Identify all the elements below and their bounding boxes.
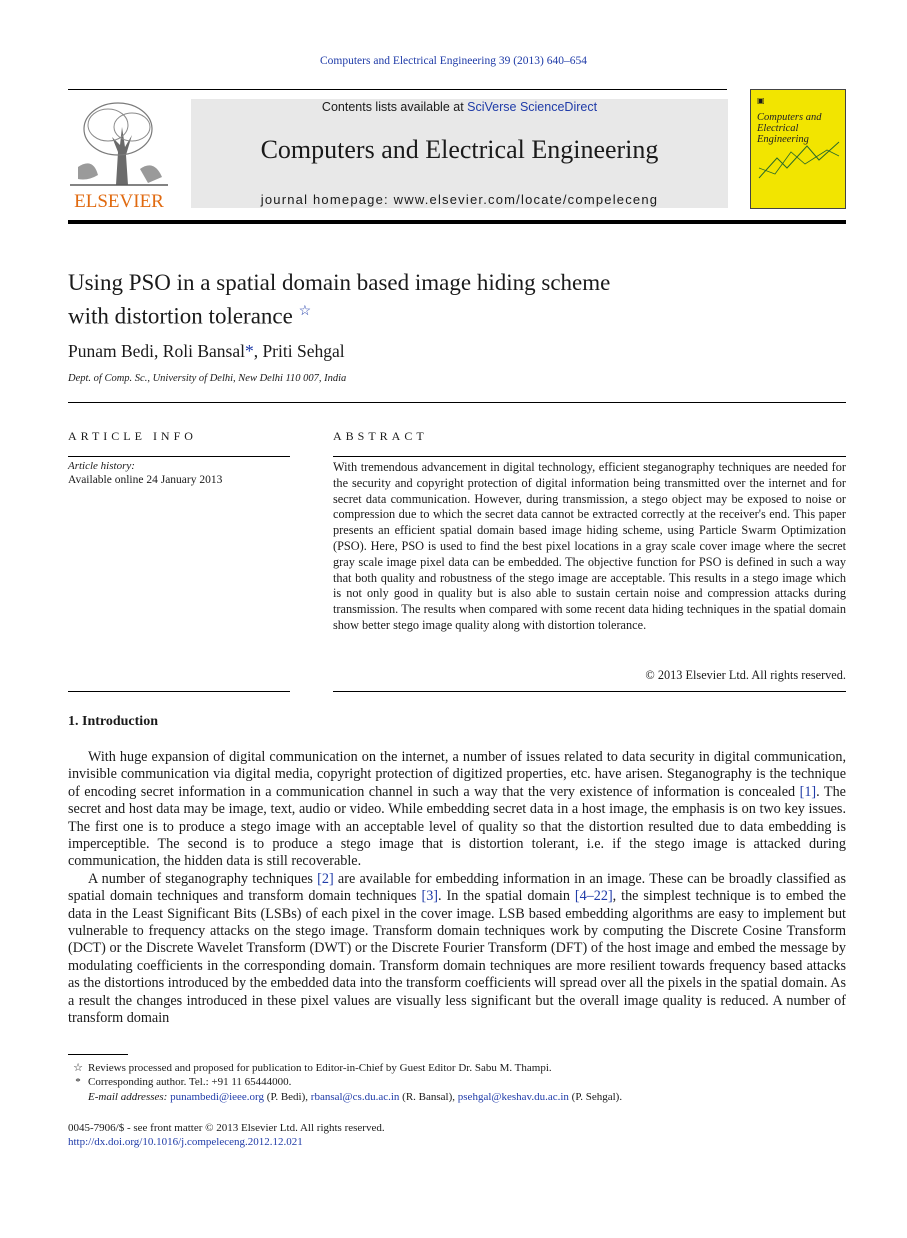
- email-label: E-mail addresses:: [88, 1091, 168, 1103]
- corresponding-author-mark[interactable]: *: [244, 341, 254, 361]
- footnote-1-text: Reviews processed and proposed for publication to Editor-in-Chief by Guest Editor Dr. Sabu M. Thampi.: [88, 1062, 552, 1074]
- article-title-line1: Using PSO in a spatial domain based image hiding scheme: [68, 270, 611, 295]
- p1-text-a: With huge expansion of digital communication on the internet, a number of issues related to data security in digital communication, invisible communication via digital media, copyright protection of digitized properties, etc. have arisen. Steganography is the technique of encoding secret information in a communication channel in such a way that the very existence of information is concealed: [68, 749, 846, 800]
- introduction-body: [68, 749, 846, 1028]
- author-3: , Priti Sehgal: [253, 341, 345, 361]
- journal-citation[interactable]: Computers and Electrical Engineering 39 (2013) 640–654: [320, 55, 587, 67]
- abstract-text: With tremendous advancement in digital technology, efficient steganography techniques are needed for the security and copyright protection of digital information being transmitted over the internet and for secret data communication. However, during transmission, a stego object may be exposed to noise or compression due to which the secret data cannot be extracted correctly at the receiver's end. This paper presents an efficient spatial domain based image hiding scheme, using Particle Swarm Optimization (PSO). Here, PSO is used to find the best pixel locations in a gray scale cover image where the secret gray scale image pixel data can be embedded. The objective function for PSO is defined in such a way that both quality and robustness of the stego image are acceptable. This results in a stego image which is not only good in quality but is also able to sustain certain noise and compression attacks during transmission. The results when compared with some recent data hiding techniques in the spatial domain show better stego image quality along with distortion tolerance.: [333, 460, 846, 632]
- article-info-rule-bottom: [68, 691, 290, 692]
- citation-link-4-22[interactable]: [4–22]: [574, 888, 613, 905]
- p1-text-b: . The secret and host data may be image, text, audio or video. While embedding secret data in a host image, the emphasis is on two key issues. The first one is to produce a stego image with an acceptable level of quality so that the distortion resulted due to data embedding is imperceptible. The second is to produce a stego image that is distortion tolerant, i.e. if the stego image is attacked during communication, the hidden data is still recoverable.: [68, 783, 846, 870]
- footnote-2-text: Corresponding author. Tel.: +91 11 65444000.: [88, 1076, 292, 1088]
- author-2: Roli Bansal: [162, 341, 245, 361]
- citation-link-2[interactable]: [2]: [317, 870, 334, 887]
- abstract-copyright: © 2013 Elsevier Ltd. All rights reserved.: [645, 668, 846, 682]
- cover-logo-icon: ▣: [757, 96, 765, 105]
- citation-link-3[interactable]: [3]: [421, 888, 439, 905]
- journal-homepage[interactable]: journal homepage: www.elsevier.com/locate/compeleceng: [260, 192, 659, 207]
- header-rule: [68, 89, 727, 90]
- contents-line: [191, 100, 728, 114]
- article-history-label: Article history:: [68, 460, 135, 472]
- cover-title: Computers and Electrical Engineering: [757, 112, 822, 145]
- citation-link-1[interactable]: [1]: [799, 783, 817, 800]
- footnote-rule: [68, 1054, 128, 1055]
- issn-line: 0045-7906/$ - see front matter © 2013 Elsevier Ltd. All rights reserved.: [68, 1122, 385, 1134]
- abstract-rule-bottom: [333, 691, 846, 692]
- author-1: Punam Bedi,: [68, 341, 159, 361]
- p2-text-b: are available for embedding information in an image. These can be broadly classified as spatial domain techniques and transform domain techniques: [68, 870, 847, 905]
- article-title: [68, 268, 768, 331]
- title-footnote-star[interactable]: ☆: [298, 304, 312, 319]
- email-link-bedi[interactable]: punambedi@ieee.org: [170, 1091, 265, 1103]
- p2-text-a: A number of steganography techniques: [88, 870, 318, 887]
- header-thick-rule: [68, 220, 846, 224]
- contents-prefix: Contents lists available at: [321, 100, 468, 114]
- affiliation: Dept. of Comp. Sc., University of Delhi, New Delhi 110 007, India: [68, 373, 347, 384]
- journal-title: Computers and Electrical Engineering: [260, 135, 659, 164]
- affiliation-rule: [68, 402, 846, 403]
- article-info-heading: ARTICLE INFO: [68, 429, 197, 443]
- p2-text-d: , the simplest technique is to embed the data in the Least Significant Bits (LSBs) of each pixel in the cover image. LSB based embedding algorithms are easy to implement but vulnerable to frequency attacks on the stego image. Transform domain techniques work by computing the Discrete Cosine Transform (DCT) or the Discrete Wavelet Transform (DWT) or the Discrete Fourier Transform (DFT) of the host image and embed the message by modulating coefficients in the corresponding domain. Transform domain techniques are more resilient towards frequency based attacks as the distortions introduced by the embedded data into the transform coefficients will spread over all the pixels in the spatial domain. As a result the changes introduced in these pixel values are visually less significant but the overall image quality is reduced. A number of transform domain: [68, 888, 846, 1027]
- footnote-asterisk-mark: *: [75, 1076, 81, 1088]
- footnote-1: [68, 1061, 846, 1074]
- footnote-2: [68, 1076, 846, 1088]
- authors: [68, 341, 345, 362]
- article-info-rule-top: [68, 456, 290, 457]
- email-owner-2: (R. Bansal),: [399, 1091, 458, 1103]
- abstract-heading: ABSTRACT: [333, 429, 428, 443]
- cover-graphic-icon: [757, 138, 841, 182]
- article-title-line2: with distortion tolerance: [68, 303, 293, 329]
- paragraph-1: [68, 749, 846, 871]
- introduction-heading: 1. Introduction: [68, 714, 158, 729]
- email-owner-3: (P. Sehgal).: [568, 1091, 623, 1103]
- svg-text:ELSEVIER: ELSEVIER: [74, 191, 164, 209]
- elsevier-logo[interactable]: [68, 97, 170, 209]
- doi-link[interactable]: http://dx.doi.org/10.1016/j.compeleceng.2012.12.021: [68, 1136, 303, 1148]
- paragraph-2: [68, 871, 846, 1028]
- footnote-emails: [68, 1091, 866, 1103]
- email-link-bansal[interactable]: rbansal@cs.du.ac.in: [310, 1091, 400, 1103]
- article-history-value: Available online 24 January 2013: [68, 474, 223, 486]
- elsevier-tree-icon: [68, 97, 170, 209]
- p2-text-c: . In the spatial domain: [438, 888, 575, 905]
- abstract-rule-top: [333, 456, 846, 457]
- journal-cover[interactable]: [750, 89, 846, 209]
- footnote-star-mark: ☆: [73, 1062, 83, 1074]
- sciencedirect-link[interactable]: SciVerse ScienceDirect: [467, 100, 598, 114]
- email-owner-1: (P. Bedi),: [264, 1091, 311, 1103]
- email-link-sehgal[interactable]: psehgal@keshav.du.ac.in: [457, 1091, 569, 1103]
